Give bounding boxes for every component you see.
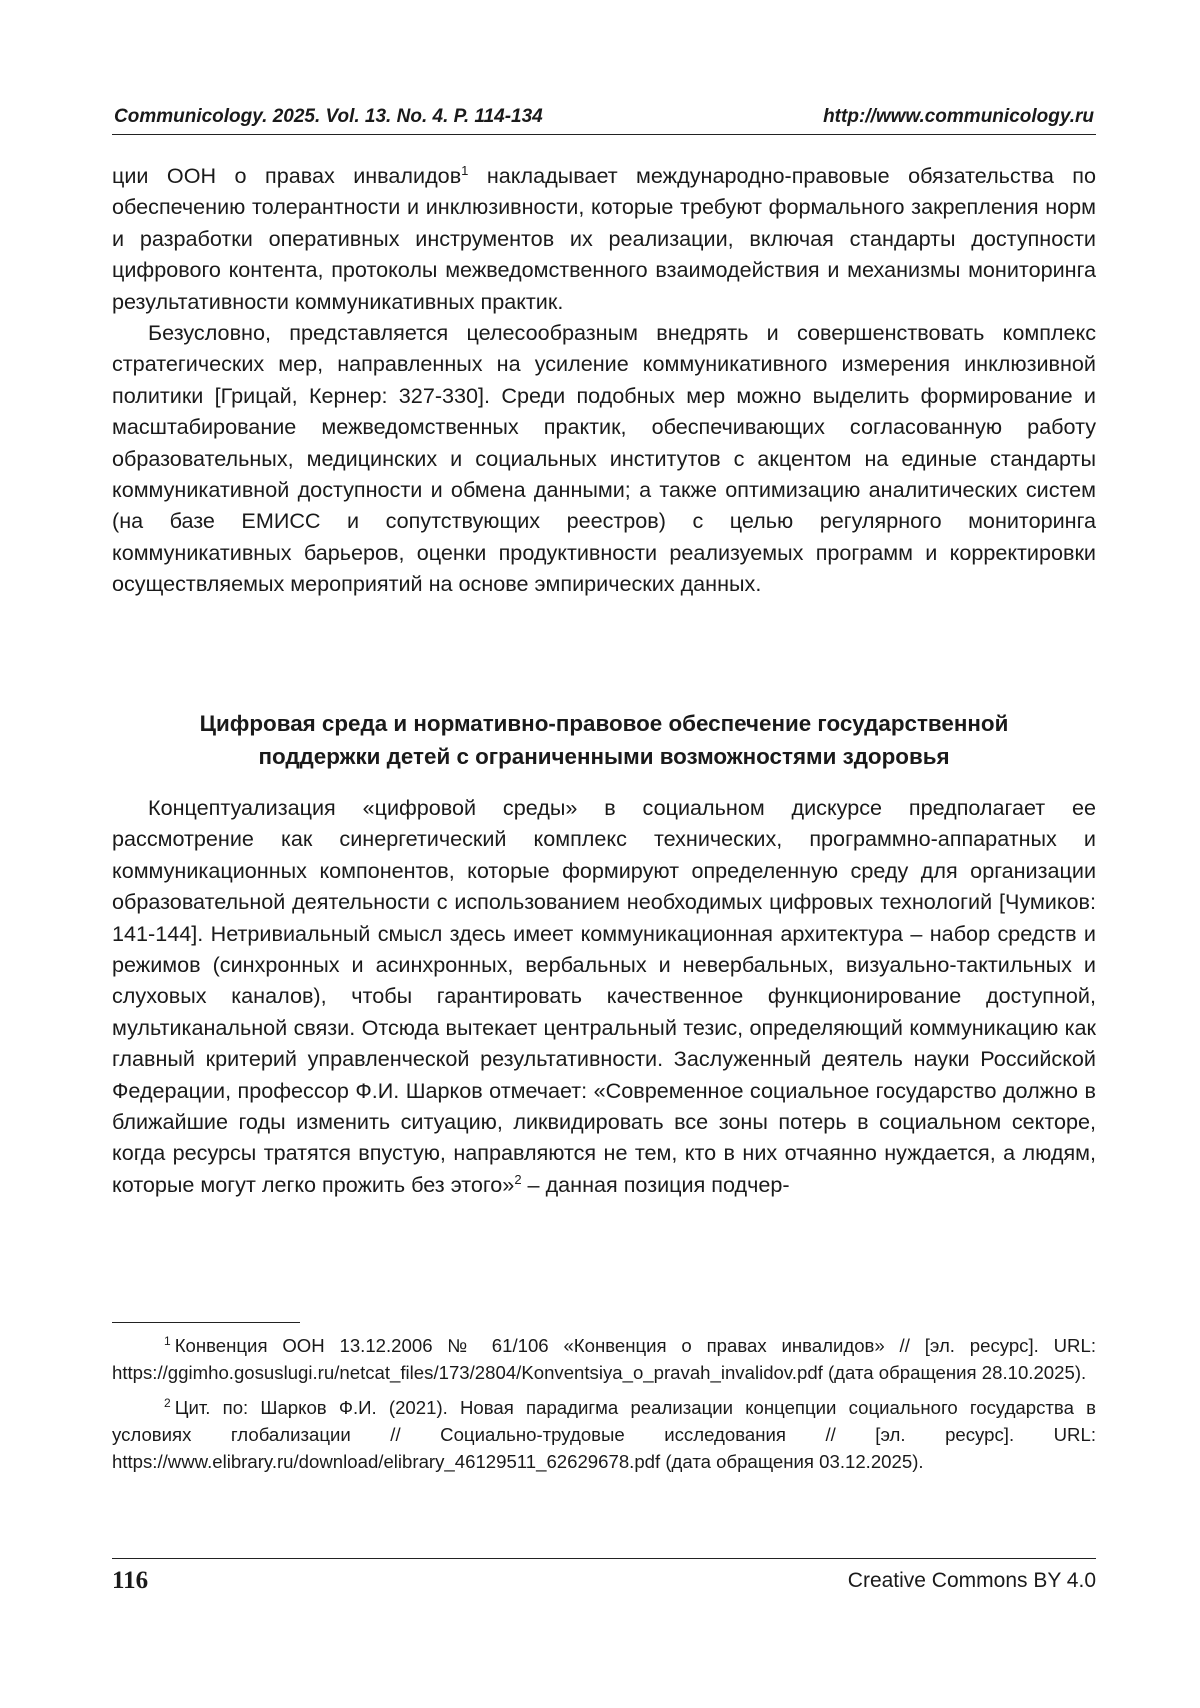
footnote-separator xyxy=(112,1322,300,1323)
footnote-2 xyxy=(112,1394,1096,1475)
journal-citation: Communicology. 2025. Vol. 13. No. 4. P. 114-134 xyxy=(114,106,543,127)
footnote-1-mark: 1 xyxy=(164,1333,171,1348)
footnote-ref-1[interactable]: 1 xyxy=(461,162,469,178)
paragraph-3-start: Концептуализация «цифровой среды» в социальном дискурсе предполагает ее рассмотрение как синергетический комплекс технических, программно-аппаратных и коммуникационных компонентов, которые формируют определенную среду для организации образовательной деятельности с использованием необходимых цифровых технологий [Чумиков: 141-144]. Нетривиальный смысл здесь имеет коммуникационная архитектура – набор средств и режимов (синхронных и асинхронных, вербальных и невербальных, визуально-тактильных и слуховых каналов), чтобы гарантировать качественное функционирование доступной, мультиканальной связи. Отсюда вытекает центральный тезис, определяющий коммуникацию как главный критерий управленческой результативности. Заслуженный деятель науки Российской Федерации, профессор Ф.И. Шарков отмечает: «Современное социальное государство должно в ближайшие годы изменить ситуацию, ликвидировать все зоны потерь в социальном секторе, когда ресурсы тратятся впустую, направляются не тем, кто в них отчаянно нуждается, а людям, которые могут легко прожить без этого» xyxy=(112,795,1096,1197)
section-heading-line-1: Цифровая среда и нормативно-правовое обеспечение государственной xyxy=(199,711,1009,736)
page-number: 116 xyxy=(112,1567,149,1594)
journal-url: http://www.communicology.ru xyxy=(823,106,1094,127)
footnote-2-text: Цит. по: Шарков Ф.И. (2021). Новая парадигма реализации концепции социального государства в условиях глобализации // Социально-трудовые исследования // [эл. ресурс]. URL: https://www.elibrary.ru/download/elibrary_46129511_62629678.pdf (дата обращения 03.12.2025). xyxy=(112,1397,1096,1472)
footnotes xyxy=(112,1332,1096,1483)
section-body-text xyxy=(112,792,1096,1200)
section-heading xyxy=(112,707,1096,773)
body-text xyxy=(112,160,1096,600)
footnote-2-mark: 2 xyxy=(164,1395,171,1410)
footnote-1 xyxy=(112,1332,1096,1386)
footer-rule xyxy=(112,1558,1096,1559)
footnote-ref-2[interactable]: 2 xyxy=(514,1171,522,1187)
paragraph-2: Безусловно, представляется целесообразным внедрять и совершенствовать комплекс стратегических мер, направленных на усиление коммуникативного измерения инклюзивной политики [Грицай, Кернер: 327-330]. Среди подобных мер можно выделить формирование и масштабирование межведомственных практик, обеспечивающих согласованную работу образовательных, медицинских и социальных институтов с акцентом на единые стандарты коммуникативной доступности и обмена данными; а также оптимизацию аналитических систем (на базе ЕМИСС и сопутствующих реестров) с целью регулярного мониторинга коммуникативных барьеров, оценки продуктивности реализуемых программ и корректировки осуществляемых мероприятий на основе эмпирических данных. xyxy=(112,320,1096,597)
paragraph-1-rest: накладывает международно-правовые обязательства по обеспечению толерантности и инклюзивности, которые требуют формального закрепления норм и разработки оперативных инструментов их реализации, включая стандарты доступности цифрового контента, протоколы межведомственного взаимодействия и механизмы мониторинга результативности коммуникативных практик. xyxy=(112,163,1096,314)
footnote-1-text: Конвенция ООН 13.12.2006 № 61/106 «Конвенция о правах инвалидов» // [эл. ресурс]. URL: https://ggimho.gosuslugi.ru/netcat_files/173/2804/Konventsiya_o_pravah_invalidov.pdf (дата обращения 28.10.2025). xyxy=(112,1335,1096,1383)
paragraph-1 xyxy=(112,160,1096,317)
paragraph-1-start: ции ООН о правах инвалидов xyxy=(112,163,462,188)
paragraph-3-end: – данная позиция подчер- xyxy=(521,1171,790,1197)
license-label: Creative Commons BY 4.0 xyxy=(847,1569,1096,1592)
paragraph-3 xyxy=(112,792,1096,1200)
running-head xyxy=(112,104,1096,135)
section-heading-line-2: поддержки детей с ограниченными возможностями здоровья xyxy=(258,744,950,769)
